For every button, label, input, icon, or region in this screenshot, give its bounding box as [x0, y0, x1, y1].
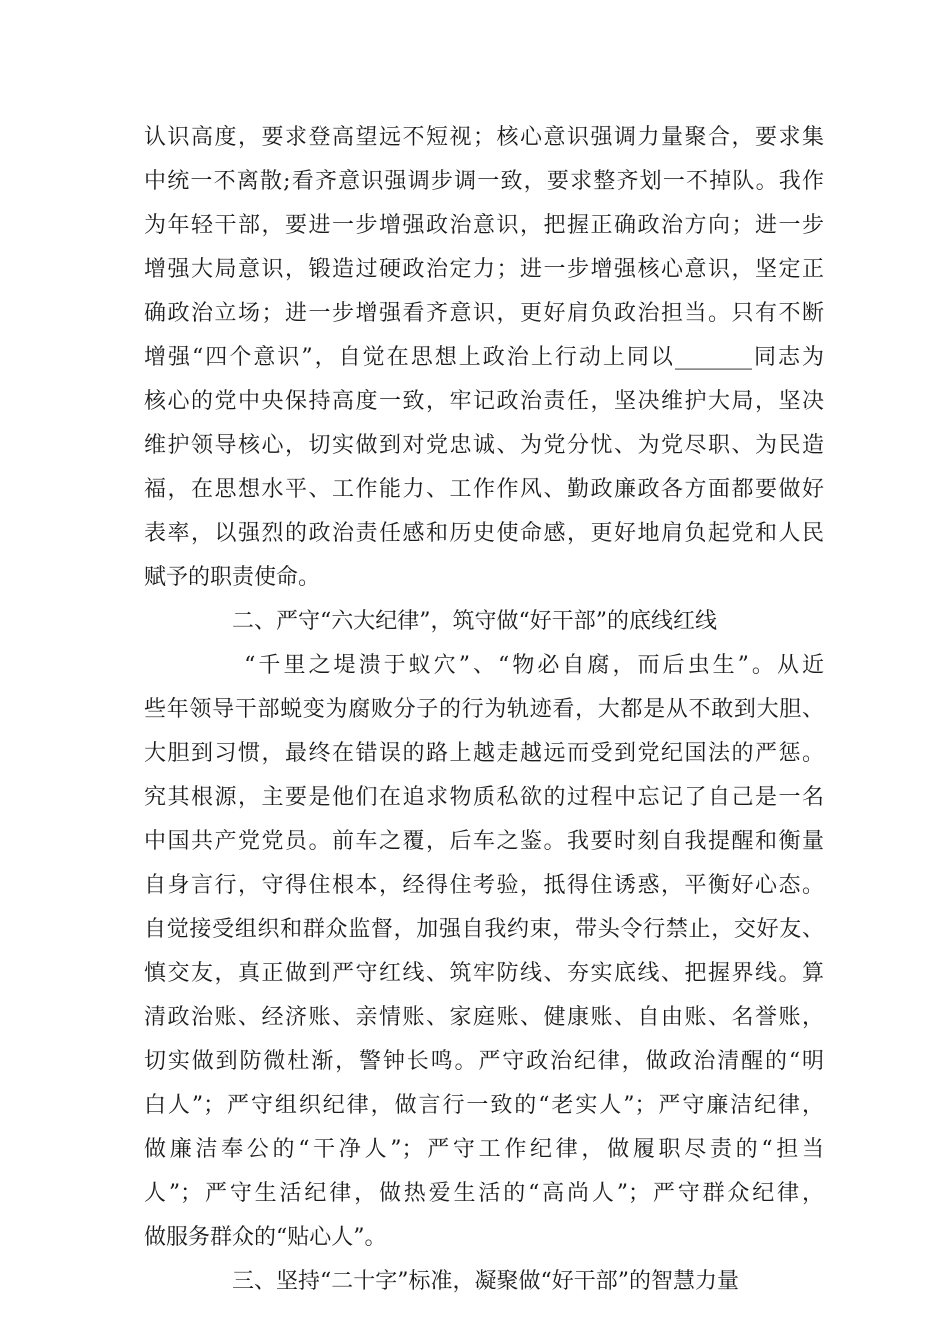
text-line: 赋予的职责使命。 [144, 565, 321, 590]
text-line: 维护领导核心，切实做到对党忠诚、为党分忧、为党尽职、为民造 [144, 433, 824, 458]
text-line: 中统一不离散;看齐意识强调步调一致，要求整齐划一不掉队。我作 [144, 169, 824, 194]
text-line: 自身言行，守得住根本，经得住考验，抵得住诱惑，平衡好心态。 [144, 873, 824, 898]
text-line: 切实做到防微杜渐，警钟长鸣。严守政治纪律，做政治清醒的“明 [144, 1049, 824, 1074]
text-line: 认识高度，要求登高望远不短视；核心意识强调力量聚合，要求集 [144, 125, 824, 150]
text-line: 究其根源，主要是他们在追求物质私欲的过程中忘记了自己是一名 [144, 785, 824, 810]
text-line: 做服务群众的“贴心人”。 [144, 1225, 387, 1250]
text-line: “千里之堤溃于蚁穴”、“物必自腐，而后虫生”。从近 [144, 653, 824, 678]
text-line: 确政治立场；进一步增强看齐意识，更好肩负政治担当。只有不断 [144, 301, 824, 326]
text-line: 为年轻干部，要进一步增强政治意识，把握正确政治方向；进一步 [144, 213, 824, 238]
text-line: 大胆到习惯，最终在错误的路上越走越远而受到党纪国法的严惩。 [144, 741, 824, 766]
text-line: 清政治账、经济账、亲情账、家庭账、健康账、自由账、名誉账， [144, 1005, 824, 1030]
text-line: 些年领导干部蜕变为腐败分子的行为轨迹看，大都是从不敢到大胆、 [144, 697, 824, 722]
text-line: 增强“四个意识”，自觉在思想上政治上行动上同以_______同志为 [144, 345, 824, 370]
section-heading: 二、严守“六大纪律”，筑守做“好干部”的底线红线 [144, 609, 717, 634]
text-line: 表率，以强烈的政治责任感和历史使命感，更好地肩负起党和人民 [144, 521, 824, 546]
text-line: 中国共产党党员。前车之覆，后车之鉴。我要时刻自我提醒和衡量 [144, 829, 824, 854]
text-line: 白人”；严守组织纪律，做言行一致的“老实人”；严守廉洁纪律， [144, 1093, 824, 1118]
text-line: 福，在思想水平、工作能力、工作作风、勤政廉政各方面都要做好 [144, 477, 824, 502]
text-line: 人”；严守生活纪律，做热爱生活的“高尚人”；严守群众纪律， [144, 1181, 824, 1206]
text-line: 核心的党中央保持高度一致，牢记政治责任，坚决维护大局，坚决 [144, 389, 824, 414]
text-line: 增强大局意识，锻造过硬政治定力；进一步增强核心意识，坚定正 [144, 257, 824, 282]
text-line: 自觉接受组织和群众监督，加强自我约束，带头令行禁止，交好友、 [144, 917, 824, 942]
text-line: 做廉洁奉公的“干净人”；严守工作纪律，做履职尽责的“担当 [144, 1137, 824, 1162]
text-line: 慎交友，真正做到严守红线、筑牢防线、夯实底线、把握界线。算 [144, 961, 824, 986]
section-heading: 三、坚持“二十字”标准，凝聚做“好干部”的智慧力量 [144, 1269, 739, 1294]
